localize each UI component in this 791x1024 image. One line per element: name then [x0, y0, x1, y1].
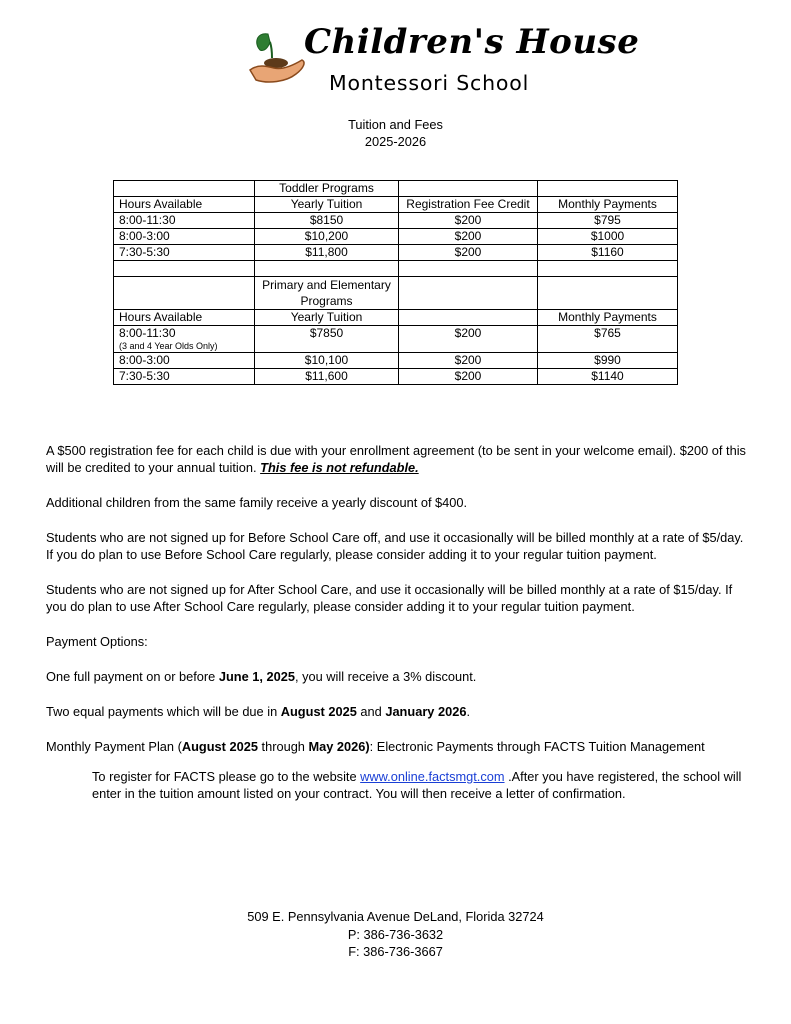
header-cell: [399, 310, 538, 326]
table-row: [114, 229, 678, 245]
hours-value: 8:00-11:30: [119, 326, 176, 340]
table-row: [114, 369, 678, 385]
hours-cell: 8:00-11:30: [114, 213, 255, 229]
hours-cell: 8:00-3:00: [114, 229, 255, 245]
credit-cell: $200: [399, 245, 538, 261]
title-year: 2025-2026: [364, 134, 427, 149]
table-row: [114, 277, 678, 310]
monthly-cell: $795: [538, 213, 678, 229]
payment-option-two: Two equal payments which will be due in August 2025 and January 2026.: [46, 704, 470, 719]
school-name: Children's House: [304, 22, 640, 62]
table-header-row: [114, 197, 678, 213]
credit-cell: $200: [399, 369, 538, 385]
hours-cell: 7:30-5:30: [114, 369, 255, 385]
document-title: [0, 116, 791, 150]
table-row: [114, 245, 678, 261]
non-refundable-notice: This fee is not refundable.: [260, 460, 419, 475]
age-note: (3 and 4 Year Olds Only): [119, 341, 218, 351]
monthly-cell: $765: [538, 326, 678, 353]
footer-fax: F: 386-736-3667: [348, 944, 443, 959]
monthly-cell: $1140: [538, 369, 678, 385]
footer-address: 509 E. Pennsylvania Avenue DeLand, Florida 32724: [247, 909, 544, 924]
credit-cell: $200: [399, 213, 538, 229]
tuition-table: [113, 180, 678, 385]
toddler-program-label: Toddler Programs: [255, 181, 399, 197]
tuition-cell: $11,600: [255, 369, 399, 385]
credit-cell: $200: [399, 326, 538, 353]
credit-cell: $200: [399, 229, 538, 245]
footer-contact: [0, 908, 791, 961]
header-cell: Yearly Tuition: [255, 310, 399, 326]
payment-option-monthly: Monthly Payment Plan (August 2025 through May 2026): Electronic Payments through FACTS Tuition Management: [46, 739, 705, 754]
sibling-discount-paragraph: Additional children from the same family receive a yearly discount of $400.: [46, 495, 468, 510]
full-payment-date: June 1, 2025: [218, 669, 295, 684]
header-cell: Hours Available: [114, 310, 255, 326]
header-cell: Monthly Payments: [538, 197, 678, 213]
registration-fee-paragraph: A $500 registration fee for each child is due with your enrollment agreement (to be sent in your welcome email). $200 of this will be credited to your annual tuition. This fee is not refundable.: [46, 443, 746, 475]
table-spacer-row: [114, 261, 678, 277]
header-cell: Registration Fee Credit: [399, 197, 538, 213]
monthly-cell: $1000: [538, 229, 678, 245]
primary-program-label: Primary and Elementary Programs: [255, 277, 399, 310]
title-line: Tuition and Fees: [348, 117, 443, 132]
header-cell: Monthly Payments: [538, 310, 678, 326]
table-row: [114, 213, 678, 229]
table-row: [114, 353, 678, 369]
hours-cell: 8:00-3:00: [114, 353, 255, 369]
hours-cell: 7:30-5:30: [114, 245, 255, 261]
footer-phone: P: 386-736-3632: [347, 926, 444, 942]
table-row: [114, 326, 678, 353]
payment-option-full: One full payment on or before June 1, 2025, you will receive a 3% discount.: [46, 669, 477, 684]
before-school-paragraph: Students who are not signed up for Before School Care off, and use it occasionally will be billed monthly at a rate of $5/day. If you do plan to use Before School Care regularly, please consider adding it to your regular tuition payment.: [46, 530, 744, 562]
monthly-cell: $1160: [538, 245, 678, 261]
school-subtitle: Montessori School: [329, 71, 530, 95]
after-school-paragraph: Students who are not signed up for After School Care, and use it occasionally will be billed monthly at a rate of $15/day. If you do plan to use After School Care regularly, please consider adding it to your regular tuition payment.: [46, 582, 733, 614]
tuition-cell: $8150: [255, 213, 399, 229]
payment-options-heading: Payment Options:: [46, 634, 148, 649]
tuition-cell: $10,200: [255, 229, 399, 245]
hours-cell: [114, 326, 255, 353]
table-header-row: [114, 310, 678, 326]
header-cell: Hours Available: [114, 197, 255, 213]
facts-registration-paragraph: To register for FACTS please go to the website www.online.factsmgt.com .After you have registered, the school will enter in the tuition amount listed on your contract. You will then receive a letter of confirmation.: [92, 769, 742, 801]
credit-cell: $200: [399, 353, 538, 369]
tuition-cell: $10,100: [255, 353, 399, 369]
facts-website-link[interactable]: www.online.factsmgt.com: [360, 769, 505, 784]
tuition-cell: $11,800: [255, 245, 399, 261]
tuition-cell: $7850: [255, 326, 399, 353]
table-row: [114, 181, 678, 197]
header-cell: Yearly Tuition: [255, 197, 399, 213]
logo-icon: [248, 28, 308, 90]
monthly-cell: $990: [538, 353, 678, 369]
